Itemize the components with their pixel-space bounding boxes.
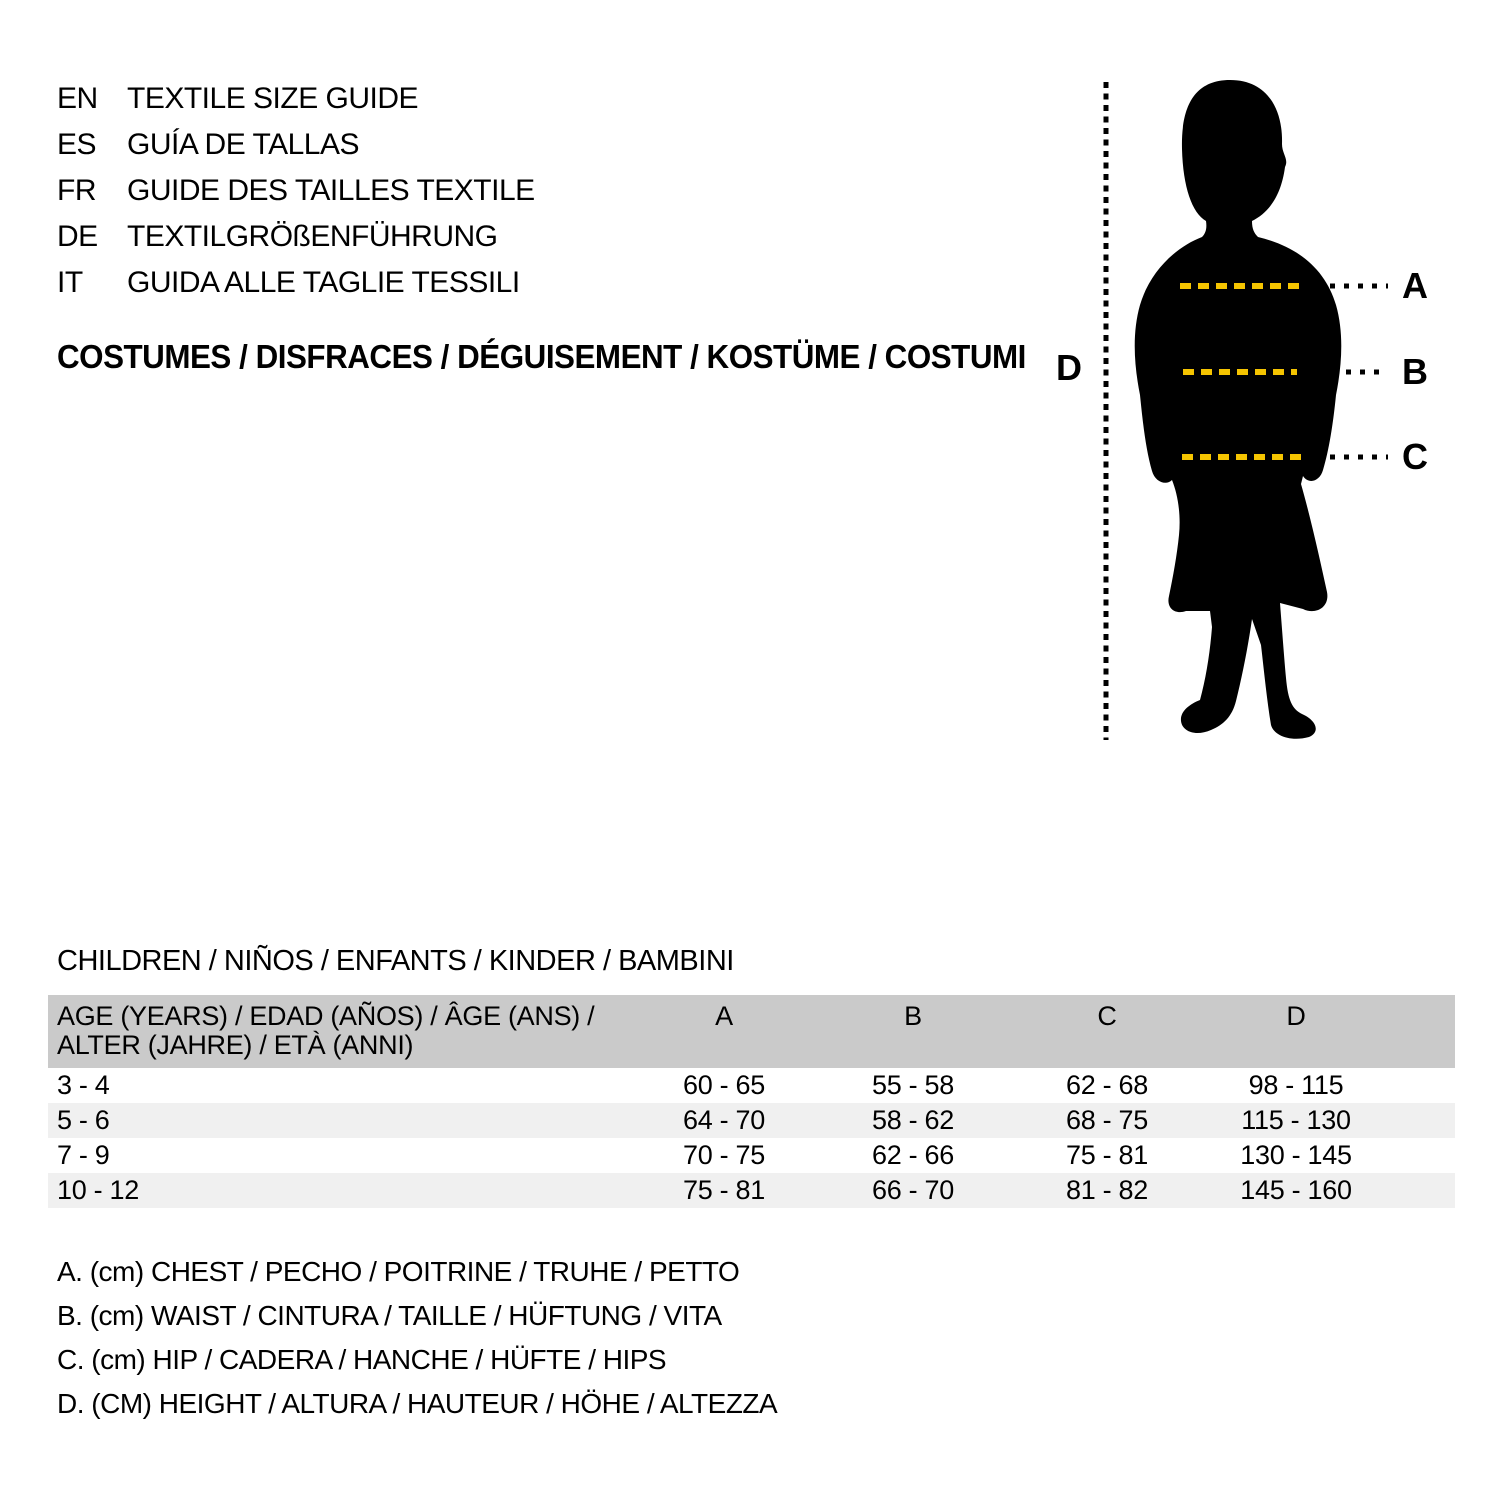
legend-height: D. (CM) HEIGHT / ALTURA / HAUTEUR / HÖHE / ALTEZZA — [57, 1388, 778, 1419]
chest-cell: 70 - 75 — [683, 1140, 765, 1170]
measurement-figure — [1040, 64, 1460, 754]
hip-cell: 75 - 81 — [1066, 1140, 1148, 1170]
language-row-en — [57, 76, 535, 122]
child-silhouette — [1135, 80, 1342, 739]
section-title: CHILDREN / NIÑOS / ENFANTS / KINDER / BAMBINI — [57, 945, 734, 977]
age-column-header — [48, 1002, 628, 1060]
language-list — [57, 76, 535, 306]
age-header-line2: ALTER (JAHRE) / ETÀ (ANNI) — [57, 1030, 414, 1060]
waist-cell: 62 - 66 — [872, 1140, 954, 1170]
language-row-de — [57, 214, 535, 260]
height-cell: 98 - 115 — [1248, 1070, 1344, 1100]
age-cell: 3 - 4 — [57, 1070, 110, 1100]
height-cell: 115 - 130 — [1241, 1105, 1351, 1135]
age-cell: 5 - 6 — [57, 1105, 110, 1135]
legend-waist: B. (cm) WAIST / CINTURA / TAILLE / HÜFTUNG / VITA — [57, 1300, 722, 1331]
age-header-line1: AGE (YEARS) / EDAD (AÑOS) / ÂGE (ANS) / — [57, 1001, 595, 1031]
column-header-c: C — [1097, 1001, 1117, 1031]
table-header-row — [48, 995, 1455, 1068]
language-code: DE — [57, 220, 98, 253]
table-row — [48, 1068, 1455, 1103]
category-title: COSTUMES / DISFRACES / DÉGUISEMENT / KOSTÜME / COSTUMI — [57, 338, 1026, 375]
legend-chest: A. (cm) CHEST / PECHO / POITRINE / TRUHE / PETTO — [57, 1256, 740, 1287]
chest-cell: 60 - 65 — [683, 1070, 765, 1100]
language-code: IT — [57, 266, 83, 299]
height-cell: 145 - 160 — [1240, 1175, 1352, 1205]
language-title: TEXTILGRÖßENFÜHRUNG — [127, 220, 498, 253]
height-cell: 130 - 145 — [1240, 1140, 1352, 1170]
age-cell: 7 - 9 — [57, 1140, 110, 1170]
language-row-it — [57, 260, 535, 306]
waist-cell: 66 - 70 — [872, 1175, 954, 1205]
language-code: ES — [57, 128, 97, 161]
language-row-fr — [57, 168, 535, 214]
language-title: GUÍA DE TALLAS — [127, 128, 359, 161]
hip-cell: 68 - 75 — [1066, 1105, 1148, 1135]
column-header-a: A — [715, 1001, 733, 1031]
label-c: C — [1402, 436, 1428, 477]
column-header-d: D — [1286, 1001, 1306, 1031]
waist-cell: 55 - 58 — [872, 1070, 954, 1100]
label-b: B — [1402, 351, 1428, 392]
waist-cell: 58 - 62 — [872, 1105, 954, 1135]
chest-cell: 75 - 81 — [683, 1175, 765, 1205]
label-a: A — [1402, 265, 1428, 306]
language-code: FR — [57, 174, 96, 207]
language-code: EN — [57, 82, 98, 115]
chest-cell: 64 - 70 — [683, 1105, 765, 1135]
legend-hip: C. (cm) HIP / CADERA / HANCHE / HÜFTE / HIPS — [57, 1344, 667, 1375]
label-d: D — [1056, 347, 1082, 388]
table-row — [48, 1103, 1455, 1138]
language-title: GUIDA ALLE TAGLIE TESSILI — [127, 266, 520, 299]
language-row-es — [57, 122, 535, 168]
measurement-legend — [57, 1250, 777, 1426]
hip-cell: 62 - 68 — [1066, 1070, 1148, 1100]
language-title: TEXTILE SIZE GUIDE — [127, 82, 419, 115]
language-title: GUIDE DES TAILLES TEXTILE — [127, 174, 535, 207]
column-header-b: B — [904, 1001, 922, 1031]
hip-cell: 81 - 82 — [1066, 1175, 1148, 1205]
size-table — [48, 995, 1455, 1208]
age-cell: 10 - 12 — [57, 1175, 139, 1205]
table-row — [48, 1173, 1455, 1208]
table-row — [48, 1138, 1455, 1173]
